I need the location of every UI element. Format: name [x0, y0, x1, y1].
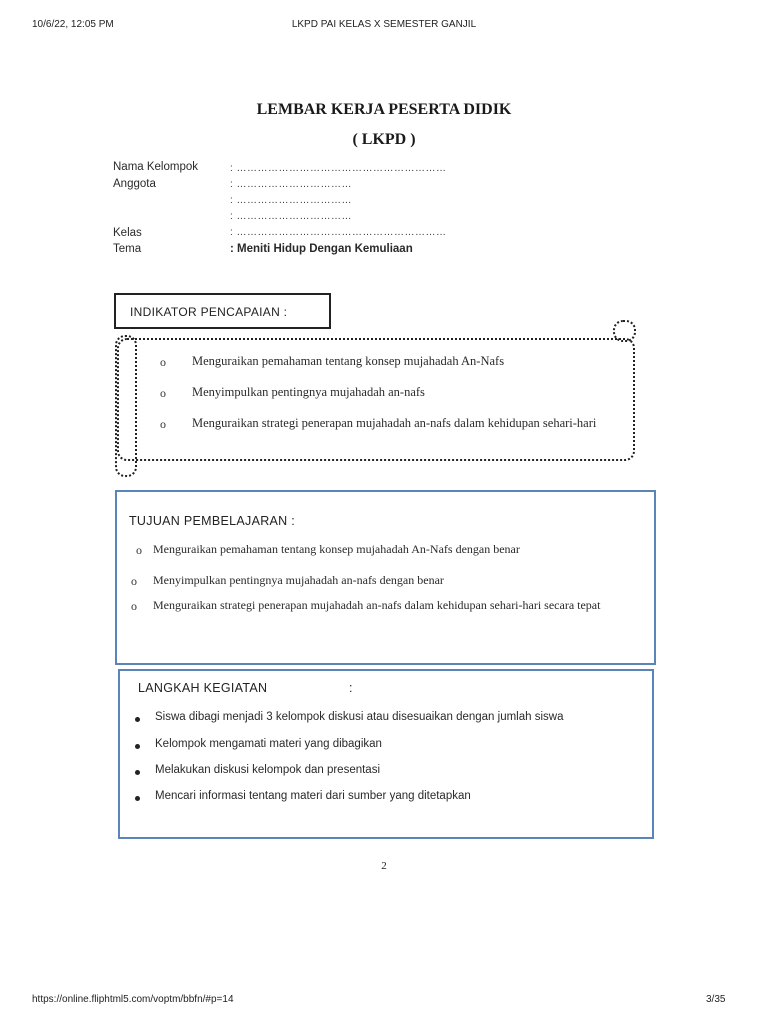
page-number: 2 [381, 860, 387, 872]
indikator-bullet-1: o [160, 355, 166, 369]
langkah-item-2: Kelompok mengamati materi yang dibagikan [155, 738, 382, 750]
anggota-label: Anggota [113, 178, 156, 190]
anggota-dots-3: : …………………………… [230, 211, 353, 222]
langkah-title: LANGKAH KEGIATAN [138, 681, 268, 695]
nama-kelompok-dots: : …………………………………………………… [230, 163, 447, 174]
print-datetime: 10/6/22, 12:05 PM [32, 19, 114, 30]
langkah-item-1: Siswa dibagi menjadi 3 kelompok diskusi atau disesuaikan dengan jumlah siswa [155, 711, 564, 723]
tujuan-item-3: Menguraikan strategi penerapan mujahadah an-nafs dalam kehidupan sehari-hari secara tepat [153, 598, 601, 612]
doc-title: LEMBAR KERJA PESERTA DIDIK [256, 101, 512, 118]
scroll-right-curl [613, 320, 636, 342]
indikator-bullet-2: o [160, 386, 166, 400]
tujuan-title: TUJUAN PEMBELAJARAN : [129, 514, 296, 528]
langkah-bullet-1 [135, 717, 140, 722]
doc-subtitle: ( LKPD ) [352, 131, 416, 148]
tema-value: : Meniti Hidup Dengan Kemuliaan [230, 243, 413, 255]
langkah-title-colon: : [349, 681, 353, 695]
indikator-item-3: Menguraikan strategi penerapan mujahadah an-nafs dalam kehidupan sehari-hari [192, 416, 597, 430]
nama-kelompok-label: Nama Kelompok [113, 161, 199, 173]
kelas-dots: : …………………………………………………… [230, 227, 447, 238]
indikator-title: INDIKATOR PENCAPAIAN : [130, 305, 288, 319]
print-url[interactable]: https://online.fliphtml5.com/voptm/bbfn/#p=14 [32, 994, 234, 1005]
kelas-label: Kelas [113, 227, 142, 239]
indikator-item-1: Menguraikan pemahaman tentang konsep mujahadah An-Nafs [192, 354, 505, 368]
print-doc-title: LKPD PAI KELAS X SEMESTER GANJIL [291, 19, 477, 30]
langkah-item-4: Mencari informasi tentang materi dari sumber yang ditetapkan [155, 790, 471, 802]
indikator-item-2: Menyimpulkan pentingnya mujahadah an-nafs [192, 385, 425, 399]
langkah-bullet-2 [135, 744, 140, 749]
tujuan-bullet-1: o [136, 543, 142, 557]
langkah-item-3: Melakukan diskusi kelompok dan presentasi [155, 764, 381, 776]
langkah-bullet-3 [135, 770, 140, 775]
langkah-bullet-4 [135, 796, 140, 801]
tujuan-bullet-2: o [131, 574, 137, 588]
tema-label: Tema [113, 243, 142, 255]
tujuan-bullet-3: o [131, 599, 137, 613]
anggota-dots-1: : …………………………… [230, 179, 353, 190]
tujuan-item-1: Menguraikan pemahaman tentang konsep mujahadah An-Nafs dengan benar [153, 542, 520, 556]
print-page-count: 3/35 [706, 994, 726, 1005]
tujuan-item-2: Menyimpulkan pentingnya mujahadah an-nafs dengan benar [153, 573, 444, 587]
anggota-dots-2: : …………………………… [230, 195, 353, 206]
scroll-left-curl [115, 335, 137, 477]
indikator-bullet-3: o [160, 417, 166, 431]
